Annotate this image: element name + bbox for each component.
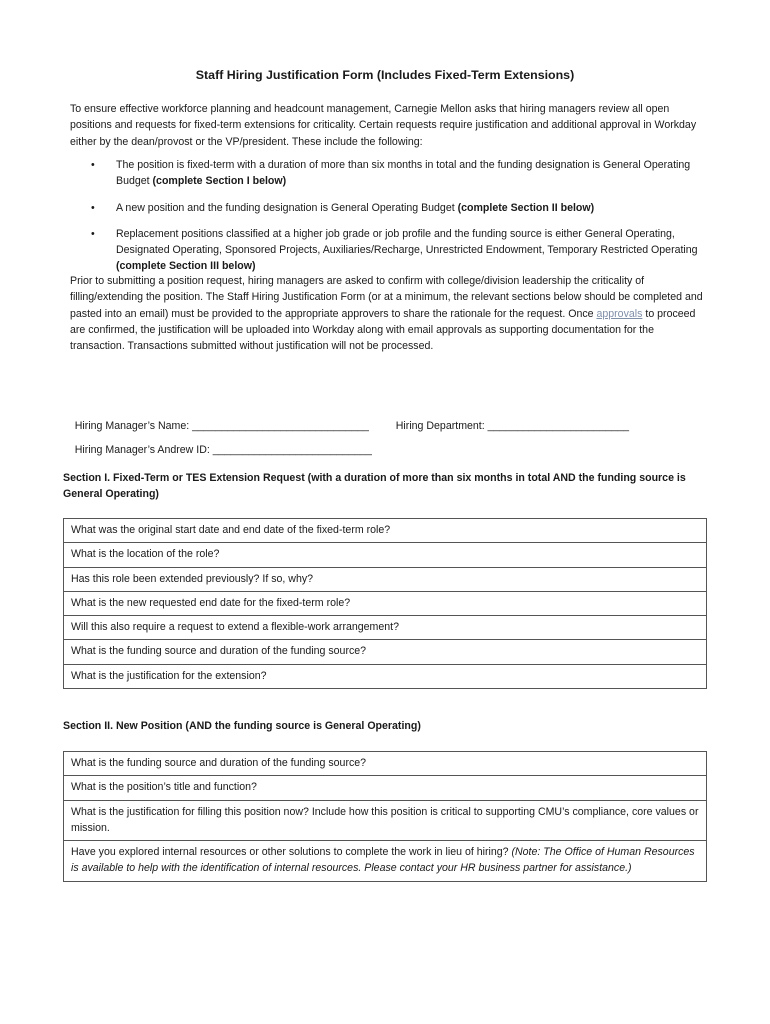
approvals-link[interactable]: approvals — [596, 307, 643, 320]
table-row — [64, 841, 707, 882]
question-cell[interactable]: Has this role been extended previously? If so, why? — [64, 567, 707, 591]
list-item: • The position is fixed-term with a duration of more than six months in total and the funding designation is General Operating Budget (complete Section I below) — [91, 159, 691, 188]
question-cell[interactable]: Will this also require a request to extend a flexible-work arrangement? — [64, 616, 707, 640]
bullet-icon: • — [91, 227, 95, 240]
table-row — [64, 616, 707, 640]
bullet-icon: • — [91, 159, 95, 171]
hiring-department-field[interactable]: Hiring Department: ________________________ — [395, 420, 630, 433]
question-cell[interactable]: What is the justification for filling this position now? Include how this position is critical to supporting CMU’s compliance, core values or mission. — [64, 800, 707, 841]
table-row — [64, 519, 707, 543]
bullet-icon: • — [91, 201, 95, 214]
question-cell[interactable]: Have you explored internal resources or other solutions to complete the work in lieu of hiring? (Note: The Office of Human Resources is available to help with the identification of internal resources. Please contact your HR business partner for assistance.) — [64, 841, 707, 882]
section-1-table — [63, 518, 707, 689]
table-row — [64, 567, 707, 591]
section-2-heading: Section II. New Position (AND the funding source is General Operating) — [63, 720, 421, 732]
section-1-heading: Section I. Fixed-Term or TES Extension Request (with a duration of more than six months in total AND the funding source is General Operating) — [63, 472, 686, 501]
list-item: • Replacement positions classified at a higher job grade or job profile and the funding source is either General Operating, Designated Operating, Sponsored Projects, Auxiliaries/Recharge, Unrestricted Endowment, Temporary Restricted Operating (complete Section III below) — [91, 227, 698, 273]
table-row — [64, 640, 707, 664]
table-row — [64, 664, 707, 688]
criteria-list — [70, 157, 710, 285]
intro-paragraph: To ensure effective workforce planning and headcount management, Carnegie Mellon asks that hiring managers review all open positions and requests for fixed-term extensions for criticality. Certain requests require justification and additional approval in Workday either by the dean/provost or the VP/president. These include the following: — [70, 103, 697, 148]
prior-paragraph: Prior to submitting a position request, hiring managers are asked to confirm with college/division leadership the criticality of filling/extending the position. The Staff Hiring Justification Form (or at a minimum, the relevant sections below should be completed and pasted into an email) must be provided to the appropriate approvers to share the rationale for the request. Once approvals to proceed are confirmed, the justification will be uploaded into Workday along with email approvals as supporting documentation for the transaction. Transactions submitted without justification will not be processed. — [70, 275, 703, 353]
hr-note: (Note: The Office of Human Resources is available to help with the identification of internal resources. Please contact your HR business partner for assistance.) — [71, 846, 695, 875]
table-row — [64, 752, 707, 776]
question-cell[interactable]: What is the justification for the extension? — [64, 664, 707, 688]
question-cell[interactable]: What was the original start date and end date of the fixed-term role? — [64, 519, 707, 543]
section-2-table — [63, 751, 707, 882]
table-row — [64, 543, 707, 567]
hiring-manager-name-field[interactable]: Hiring Manager’s Name: ______________________________ — [74, 420, 369, 433]
list-item: • A new position and the funding designation is General Operating Budget (complete Section II below) — [70, 200, 710, 216]
question-cell[interactable]: What is the funding source and duration of the funding source? — [64, 640, 707, 664]
question-cell[interactable]: What is the funding source and duration of the funding source? — [64, 752, 707, 776]
question-cell[interactable]: What is the new requested end date for the fixed-term role? — [64, 591, 707, 615]
table-row — [64, 591, 707, 615]
andrew-id-field[interactable]: Hiring Manager’s Andrew ID: ___________________________ — [74, 444, 372, 457]
table-row — [64, 776, 707, 800]
question-cell[interactable]: What is the position’s title and function? — [64, 776, 707, 800]
question-cell[interactable]: What is the location of the role? — [64, 543, 707, 567]
table-row — [64, 800, 707, 841]
form-title: Staff Hiring Justification Form (Includes Fixed-Term Extensions) — [195, 68, 575, 82]
